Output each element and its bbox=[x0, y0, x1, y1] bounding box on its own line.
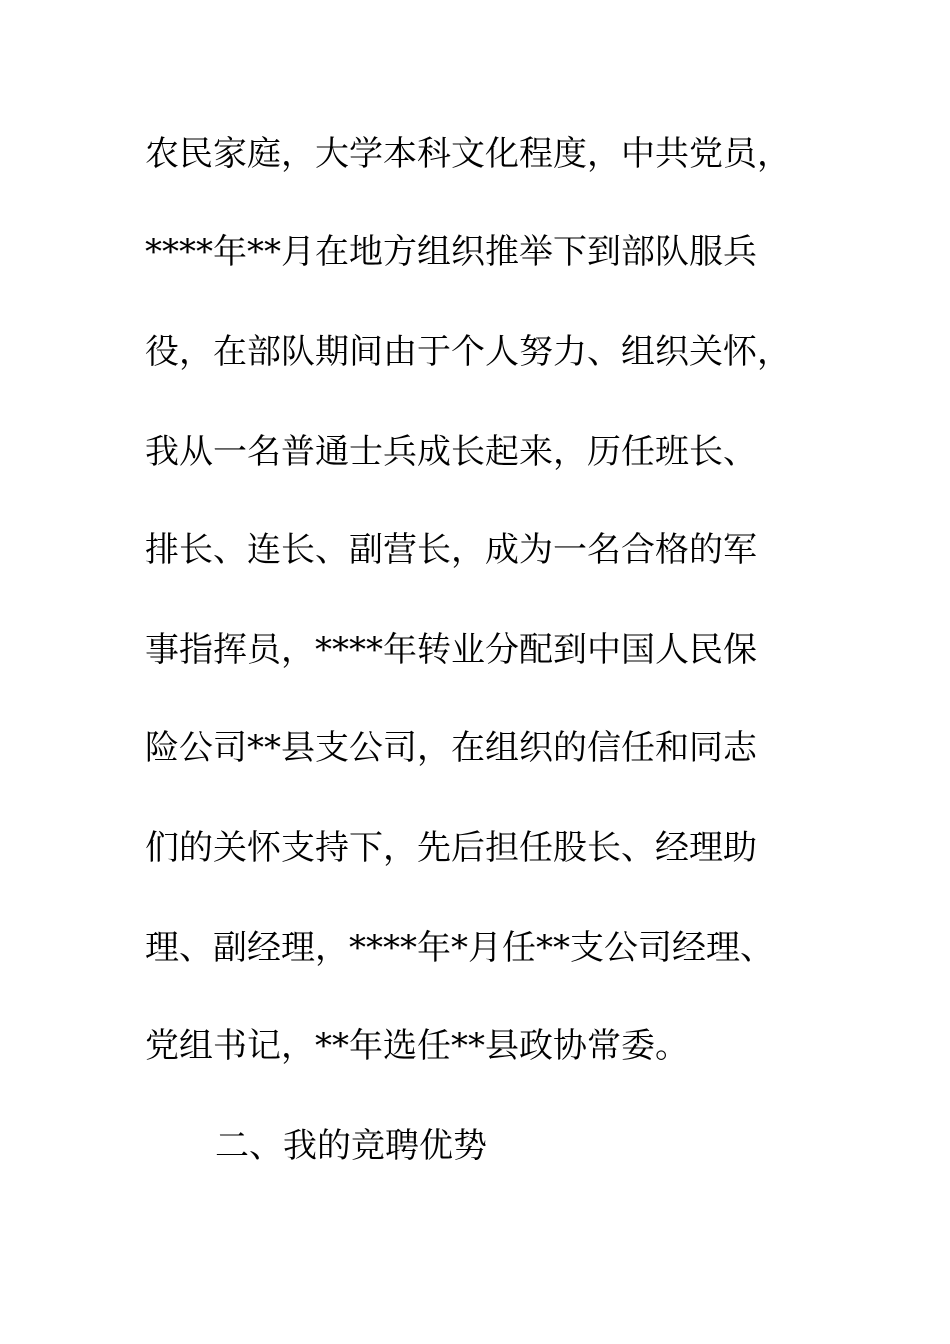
body-text-line: 役，在部队期间由于个人努力、组织关怀， bbox=[145, 332, 791, 372]
section-heading: 二、我的竞聘优势 bbox=[215, 1126, 487, 1166]
body-text-line: 农民家庭，大学本科文化程度，中共党员， bbox=[145, 134, 791, 174]
body-text-line: 事指挥员，****年转业分配到中国人民保 bbox=[145, 630, 757, 670]
body-text-line: 险公司**县支公司，在组织的信任和同志 bbox=[145, 728, 757, 768]
body-text-line: 排长、连长、副营长，成为一名合格的军 bbox=[145, 530, 757, 570]
body-text-line: 们的关怀支持下，先后担任股长、经理助 bbox=[145, 828, 757, 868]
body-text-line: 理、副经理，****年*月任**支公司经理、 bbox=[145, 928, 774, 968]
body-text-line: ****年**月在地方组织推举下到部队服兵 bbox=[145, 232, 757, 272]
body-text-line: 我从一名普通士兵成长起来，历任班长、 bbox=[145, 432, 757, 472]
body-text-line: 党组书记，**年选任**县政协常委。 bbox=[145, 1026, 689, 1066]
